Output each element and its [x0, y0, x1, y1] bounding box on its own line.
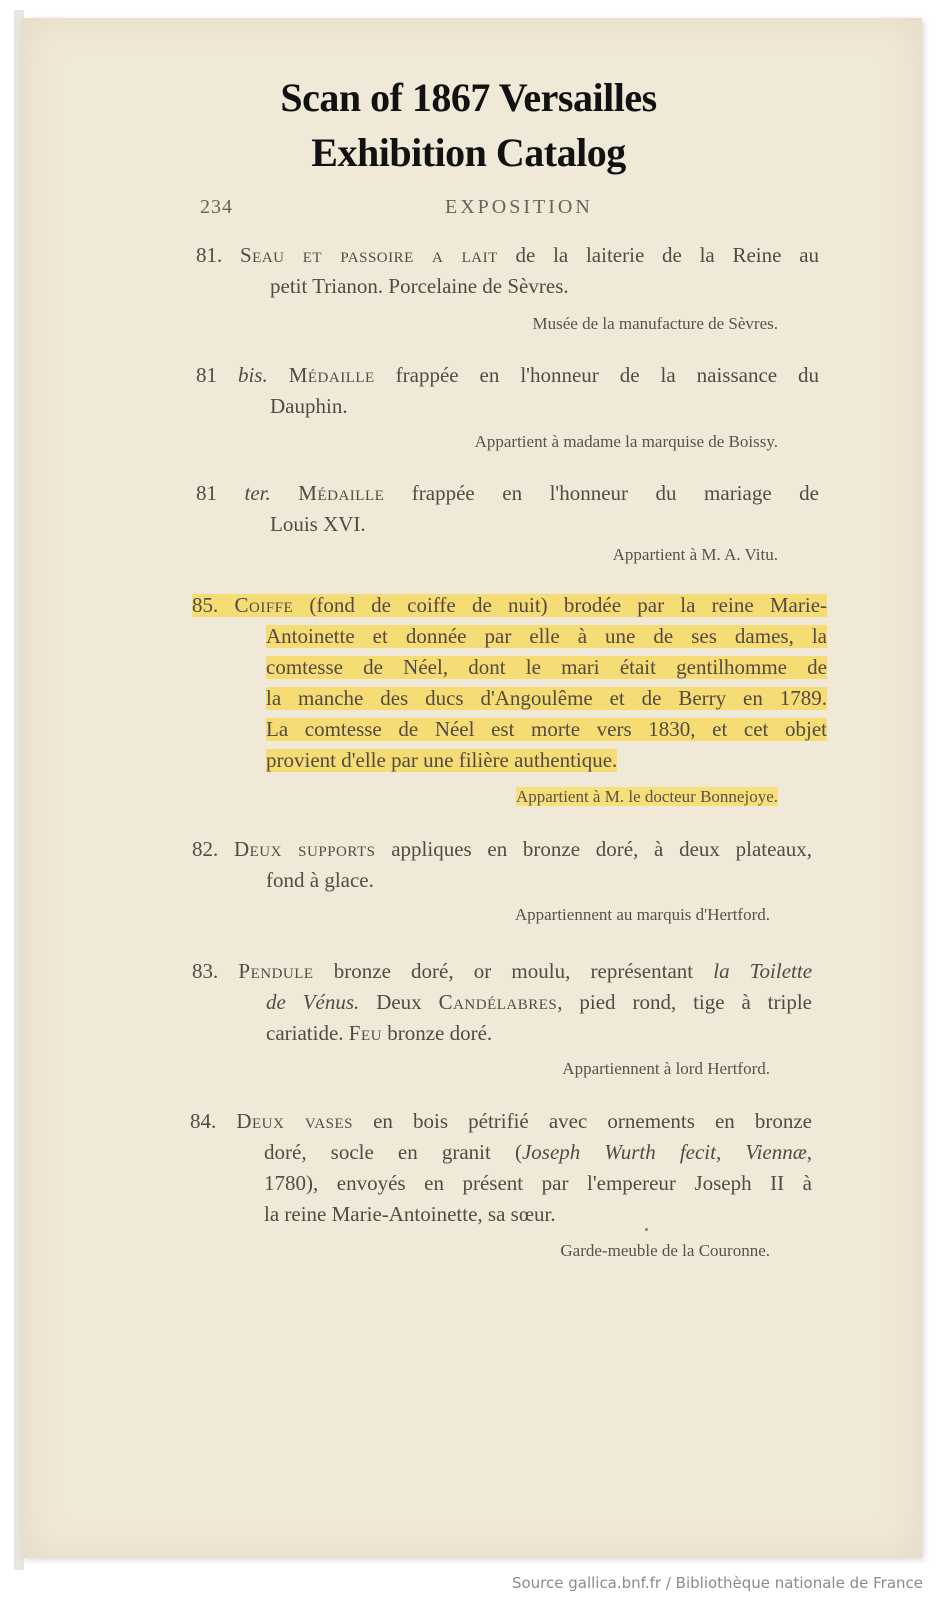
- entry-line: Antoinette et donnée par elle à une de ses dames, la: [266, 621, 827, 651]
- entry-italic-title: de Vénus.: [266, 990, 360, 1014]
- entry-suffix: ter.: [244, 481, 271, 505]
- entry-line: [266, 1018, 492, 1048]
- entry-number: 81.: [196, 243, 223, 267]
- entry-title: Candélabres: [438, 990, 558, 1014]
- entry-suffix: bis.: [237, 363, 268, 387]
- entry-text: frappée en l'honneur du mariage de: [411, 481, 819, 505]
- entry-text: en bois pétrifié avec ornements en bronze: [373, 1109, 813, 1133]
- entry-text: , pied rond, tige à triple: [557, 990, 812, 1014]
- entry-text: cariatide.: [266, 1021, 344, 1045]
- entry-title: Seau et passoire a lait: [240, 243, 498, 267]
- entry-line: comtesse de Néel, dont le mari était gentilhomme de: [266, 652, 827, 682]
- entry-line: Dauphin.: [270, 394, 348, 418]
- entry-line: provient d'elle par une filière authentique.: [266, 745, 617, 775]
- entry-line: [192, 956, 812, 986]
- entry-text: doré, socle en granit (: [264, 1140, 522, 1164]
- entry-title: Médaille: [298, 481, 385, 505]
- running-head: [200, 196, 820, 222]
- entry-line: La comtesse de Néel est morte vers 1830, et cet objet: [266, 714, 827, 744]
- entry-owner: [430, 784, 778, 810]
- entry-title: Pendule: [238, 959, 314, 983]
- overlay-title-line-2: Exhibition Catalog: [311, 130, 626, 175]
- entry-text: (fond de coiffe de nuit) brodée par la reine Marie-: [309, 593, 828, 617]
- entry-line: Louis XVI.: [270, 512, 366, 536]
- entry-owner: Appartient à M. A. Vitu.: [612, 545, 778, 564]
- entry-text: ,: [806, 1140, 813, 1164]
- entry-line: [190, 1106, 812, 1136]
- entry-number: 82.: [192, 837, 219, 861]
- entry-title: Feu: [348, 1021, 382, 1045]
- entry-text: bronze doré.: [387, 1021, 493, 1045]
- entry-owner: Appartient à madame la marquise de Boissy.: [474, 432, 778, 451]
- entry-number: 81: [196, 363, 217, 387]
- entry-text: appliques en bronze doré, à deux plateaux,: [391, 837, 813, 861]
- entry-title: Deux vases: [236, 1109, 354, 1133]
- entry-title: Coiffe: [234, 593, 294, 617]
- entry-owner: Garde-meuble de la Couronne.: [560, 1241, 770, 1260]
- entry-italic-title: la Toilette: [713, 959, 813, 983]
- overlay-title-line-1: Scan of 1867 Versailles: [280, 75, 657, 120]
- entry-line: petit Trianon. Porcelaine de Sèvres.: [270, 274, 569, 298]
- entry-line: fond à glace.: [266, 868, 374, 892]
- entry-number: 84.: [190, 1109, 217, 1133]
- entry-number: 81: [196, 481, 217, 505]
- entry-line: [264, 1137, 812, 1167]
- entry-title: Médaille: [288, 363, 375, 387]
- entry-number: 85.: [192, 593, 219, 617]
- entry-line: [192, 590, 827, 620]
- entry-italic-title: Joseph Wurth fecit, Viennæ: [521, 1140, 807, 1164]
- entry-line: [196, 478, 819, 508]
- entry-owner: Appartiennent au marquis d'Hertford.: [514, 905, 770, 924]
- entry-text: frappée en l'honneur de la naissance du: [395, 363, 820, 387]
- entry-line: [196, 240, 819, 270]
- entry-line: la manche des ducs d'Angoulême et de Berry en 1789.: [266, 683, 827, 713]
- entry-text: bronze doré, or moulu, représentant: [333, 959, 694, 983]
- entry-text: de la laiterie de la Reine au: [515, 243, 820, 267]
- entry-line: [266, 987, 812, 1017]
- entry-line: la reine Marie-Antoinette, sa sœur.: [264, 1202, 556, 1226]
- entry-title: Deux supports: [233, 837, 376, 861]
- entry-line: [192, 834, 812, 864]
- entry-text: Deux: [376, 990, 422, 1014]
- owner-highlight: Appartient à M. le docteur Bonnejoye.: [515, 787, 778, 806]
- entry-line: [196, 360, 819, 390]
- entry-line: 1780), envoyés en présent par l'empereur Joseph II à: [264, 1171, 812, 1195]
- ink-speck: [645, 1228, 648, 1231]
- entry-owner: Musée de la manufacture de Sèvres.: [532, 314, 778, 333]
- source-credit: Source gallica.bnf.fr / Bibliothèque nationale de France: [511, 1574, 923, 1592]
- entry-number: 83.: [192, 959, 219, 983]
- running-heading: EXPOSITION: [445, 196, 593, 218]
- entry-owner: Appartiennent à lord Hertford.: [562, 1059, 770, 1078]
- page-number: 234: [200, 196, 233, 218]
